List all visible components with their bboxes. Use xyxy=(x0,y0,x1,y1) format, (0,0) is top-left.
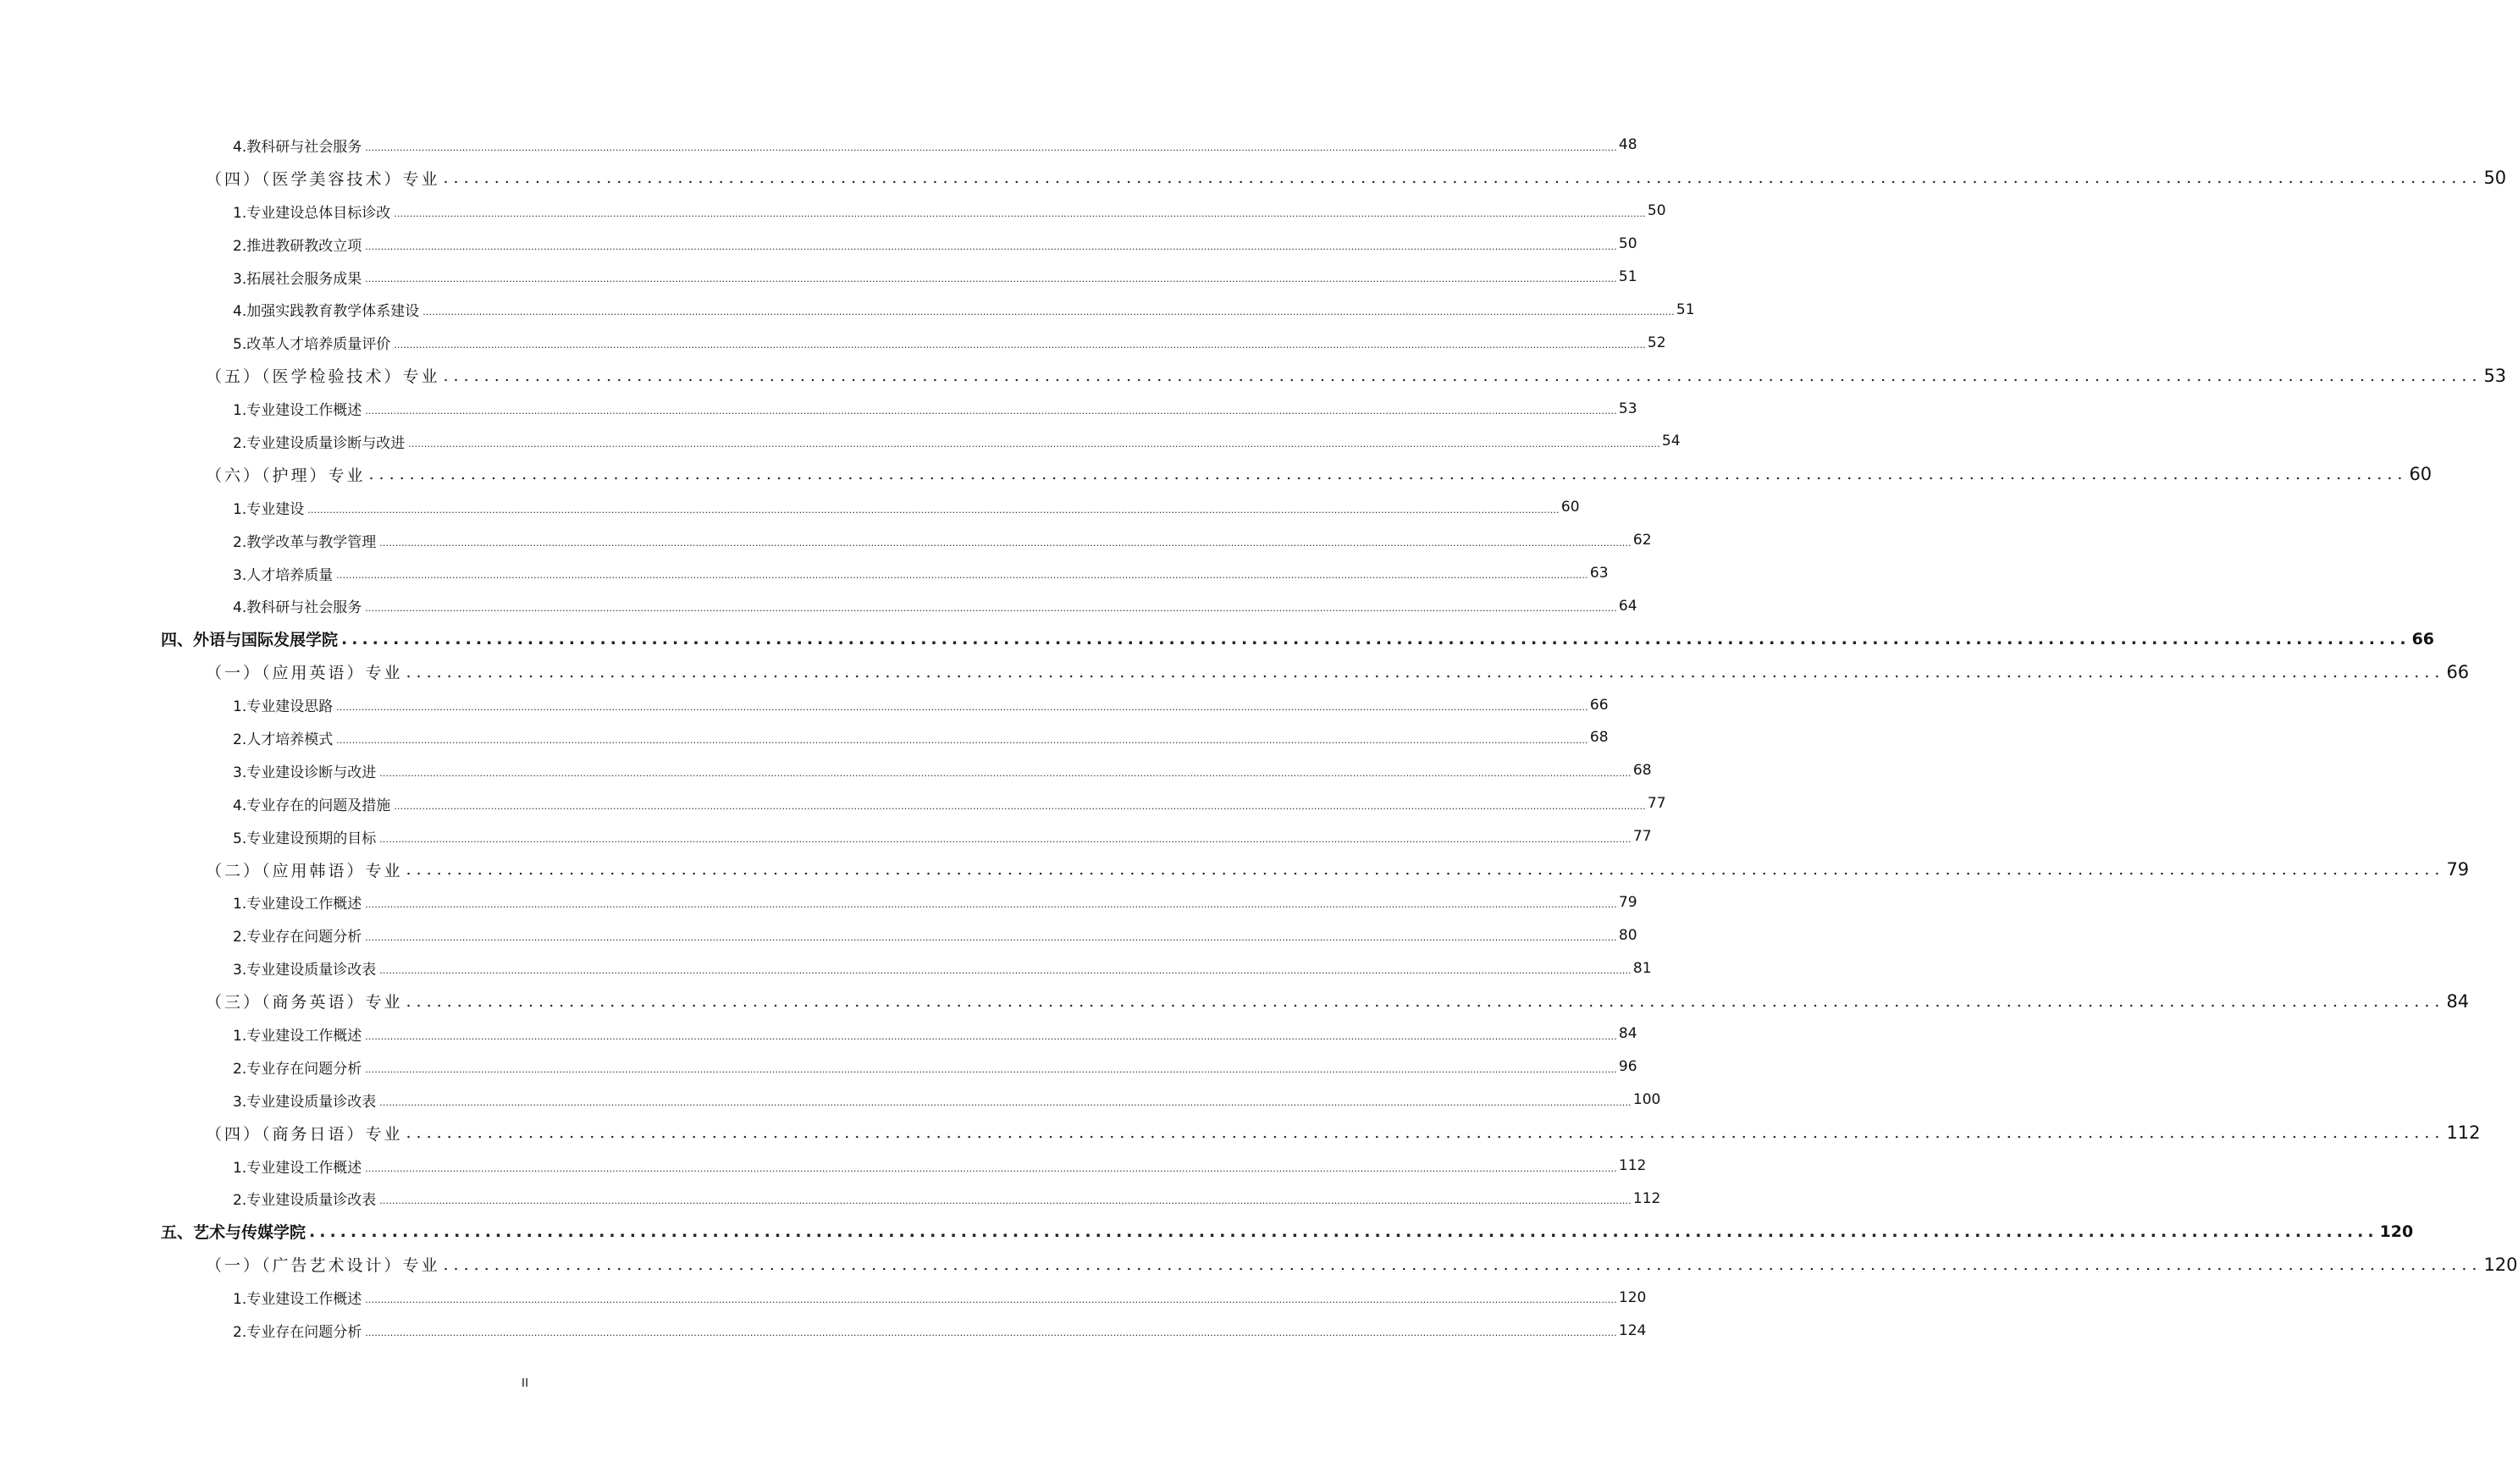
toc-entry-page-number: 50 xyxy=(2483,168,2507,189)
toc-entry-label: 1.专业建设总体目标诊改 xyxy=(233,204,391,222)
toc-entry-label: 2.专业建设质量诊断与改进 xyxy=(233,434,406,452)
toc-entry-label: 3.人才培养质量 xyxy=(233,566,334,584)
dot-leader: ................................................................................................................................................................................................................................................................................................................................................................................................................ xyxy=(365,141,1617,153)
toc-entry-page-number: 120 xyxy=(2379,1222,2414,1241)
toc-item[interactable] xyxy=(0,261,1637,294)
dot-leader: ................................................................................................................................................................................................................................................................................................................................................................................................................ xyxy=(365,1030,1617,1042)
toc-major-entry[interactable] xyxy=(0,1117,2481,1150)
toc-section-heading[interactable] xyxy=(0,1215,2414,1248)
dot-leader: ................................................................................................................................................................................................................................................................................................................................................................................................................ xyxy=(379,833,1632,845)
toc-entry-page-number: 96 xyxy=(1618,1058,1637,1076)
toc-major-entry[interactable] xyxy=(0,162,2507,195)
toc-entry-label: （二）（应用韩语）专业 xyxy=(206,861,403,880)
toc-item[interactable] xyxy=(0,787,1666,820)
toc-entry-page-number: 53 xyxy=(1618,400,1637,417)
dot-leader: ................................................................................................................................................................................................................................................................................................................................................................................................................ xyxy=(336,702,1588,714)
toc-major-entry[interactable] xyxy=(0,655,2470,688)
toc-entry-page-number: 48 xyxy=(1618,136,1637,154)
toc-entry-page-number: 63 xyxy=(1589,565,1609,582)
toc-entry-label: 2.专业建设质量诊改表 xyxy=(233,1192,377,1210)
toc-item[interactable] xyxy=(0,129,1637,162)
toc-entry-page-number: 120 xyxy=(1618,1288,1647,1306)
dot-leader: ........................................................................................................................................................................................................ xyxy=(406,662,2445,681)
toc-item[interactable] xyxy=(0,1018,1637,1051)
toc-entry-label: 2.专业存在问题分析 xyxy=(233,929,362,946)
toc-major-entry[interactable] xyxy=(0,359,2507,392)
toc-item[interactable] xyxy=(0,425,1681,458)
toc-major-entry[interactable] xyxy=(0,853,2470,886)
toc-item[interactable] xyxy=(0,293,1695,326)
toc-entry-label: 4.教科研与社会服务 xyxy=(233,138,362,156)
toc-entry-page-number: 124 xyxy=(1618,1321,1647,1339)
dot-leader: ........................................................................................................................................................................................................ xyxy=(368,465,2408,484)
toc-entry-page-number: 120 xyxy=(2483,1254,2518,1275)
toc-entry-label: 5.改革人才培养质量评价 xyxy=(233,336,391,354)
toc-entry-label: （五）（医学检验技术）专业 xyxy=(206,367,440,387)
toc-entry-label: 3.专业建设质量诊改表 xyxy=(233,1093,377,1111)
toc-entry-label: 2.人才培养模式 xyxy=(233,731,334,748)
dot-leader: ................................................................................................................................................................................................................................................................................................................................................................................................................ xyxy=(307,504,1560,516)
dot-leader: ................................................................................................................................................................................................................................................................................................................................................................................................................ xyxy=(365,1063,1617,1075)
toc-entry-label: （一）（应用英语）专业 xyxy=(206,664,403,683)
toc-item[interactable] xyxy=(0,589,1637,622)
toc-entry-page-number: 80 xyxy=(1618,926,1637,944)
toc-entry-page-number: 79 xyxy=(1618,893,1637,911)
dot-leader: ........................................................................................................................................................................................................ xyxy=(406,1123,2445,1143)
toc-item[interactable] xyxy=(0,820,1652,853)
toc-major-entry[interactable] xyxy=(0,458,2432,491)
dot-leader: ........................................................................................................................................................................................................ xyxy=(443,168,2482,188)
toc-entry-page-number: 60 xyxy=(1560,499,1580,516)
toc-entry-label: 4.专业存在的问题及措施 xyxy=(233,797,391,814)
dot-leader: ................................................................................................................................................................................................................................................................................................................................................................................................................ xyxy=(379,965,1632,977)
toc-entry-page-number: 54 xyxy=(1661,433,1681,450)
dot-leader: ................................................................................................................................................................................................................................................................................................................................................................................................................ xyxy=(379,1096,1632,1108)
toc-entry-label: （三）（商务英语）专业 xyxy=(206,993,403,1012)
toc-entry-page-number: 50 xyxy=(1618,235,1637,253)
toc-entry-label: 2.教学改革与教学管理 xyxy=(233,533,377,551)
dot-leader: ................................................................................................................................................................................................................................................................................................................................................................................................................ xyxy=(365,932,1617,944)
toc-item[interactable] xyxy=(0,557,1609,590)
toc-entry-page-number: 84 xyxy=(1618,1025,1637,1043)
toc-entry-label: 1.专业建设工作概述 xyxy=(233,1159,362,1177)
dot-leader: ................................................................................................................................................................................................................................................................................................................................................................................................................ xyxy=(365,1327,1617,1338)
toc-entry-page-number: 79 xyxy=(2446,859,2470,880)
dot-leader: ........................................................................................................................................................................................................ xyxy=(443,1255,2482,1274)
toc-entry-page-number: 81 xyxy=(1632,959,1652,977)
toc-major-entry[interactable] xyxy=(0,1248,2518,1281)
toc-entry-page-number: 77 xyxy=(1647,795,1666,813)
toc-item[interactable] xyxy=(0,1150,1647,1183)
dot-leader: ........................................................................................................................................................................................................ xyxy=(309,1222,2378,1241)
dot-leader: ................................................................................................................................................................................................................................................................................................................................................................................................................ xyxy=(394,800,1646,812)
dot-leader: ................................................................................................................................................................................................................................................................................................................................................................................................................ xyxy=(336,734,1588,746)
toc-section-heading[interactable] xyxy=(0,622,2435,655)
toc-entry-page-number: 68 xyxy=(1589,729,1609,747)
toc-item[interactable] xyxy=(0,392,1637,425)
toc-entry-page-number: 66 xyxy=(1589,696,1609,714)
dot-leader: ................................................................................................................................................................................................................................................................................................................................................................................................................ xyxy=(336,570,1588,582)
toc-entry-page-number: 51 xyxy=(1618,268,1637,285)
toc-entry-page-number: 64 xyxy=(1618,597,1637,615)
dot-leader: ................................................................................................................................................................................................................................................................................................................................................................................................................ xyxy=(408,438,1660,450)
toc-entry-label: 3.拓展社会服务成果 xyxy=(233,270,362,288)
dot-leader: ................................................................................................................................................................................................................................................................................................................................................................................................................ xyxy=(365,1294,1617,1306)
toc-item[interactable] xyxy=(0,885,1637,919)
toc-item[interactable] xyxy=(0,524,1652,557)
toc-entry-label: 1.专业建设工作概述 xyxy=(233,1027,362,1045)
toc-entry-page-number: 77 xyxy=(1632,828,1652,846)
toc-entry-label: 3.专业建设质量诊改表 xyxy=(233,962,377,979)
toc-major-entry[interactable] xyxy=(0,985,2470,1018)
toc-entry-page-number: 60 xyxy=(2409,464,2432,485)
toc-entry-label: 2.推进教研教改立项 xyxy=(233,237,362,255)
toc-entry-page-number: 112 xyxy=(2446,1123,2481,1144)
toc-entry-label: 1.专业建设工作概述 xyxy=(233,1291,362,1309)
dot-leader: ................................................................................................................................................................................................................................................................................................................................................................................................................ xyxy=(365,899,1617,911)
toc-entry-label: 3.专业建设诊断与改进 xyxy=(233,764,377,781)
toc-item[interactable] xyxy=(0,491,1580,524)
toc-item[interactable] xyxy=(0,952,1652,985)
toc-entry-label: 4.加强实践教育教学体系建设 xyxy=(233,303,420,321)
dot-leader: ................................................................................................................................................................................................................................................................................................................................................................................................................ xyxy=(379,537,1632,549)
toc-entry-page-number: 66 xyxy=(2446,661,2470,682)
toc-item[interactable] xyxy=(0,228,1637,261)
dot-leader: ........................................................................................................................................................................................................ xyxy=(406,860,2445,880)
toc-item[interactable] xyxy=(0,919,1637,952)
dot-leader: ................................................................................................................................................................................................................................................................................................................................................................................................................ xyxy=(422,306,1675,318)
dot-leader: ........................................................................................................................................................................................................ xyxy=(406,991,2445,1011)
dot-leader: ................................................................................................................................................................................................................................................................................................................................................................................................................ xyxy=(365,1162,1617,1174)
dot-leader: ................................................................................................................................................................................................................................................................................................................................................................................................................ xyxy=(365,273,1617,285)
dot-leader: ........................................................................................................................................................................................................ xyxy=(341,629,2410,648)
toc-entry-page-number: 66 xyxy=(2411,629,2435,648)
dot-leader: ........................................................................................................................................................................................................ xyxy=(443,366,2482,385)
toc-entry-page-number: 50 xyxy=(1647,202,1666,220)
toc-entry-label: （一）（广告艺术设计）专业 xyxy=(206,1256,440,1276)
toc-entry-label: 5.专业建设预期的目标 xyxy=(233,830,377,847)
toc-entry-label: （四）（医学美容技术）专业 xyxy=(206,169,440,189)
dot-leader: ................................................................................................................................................................................................................................................................................................................................................................................................................ xyxy=(379,767,1632,779)
toc-item[interactable] xyxy=(0,1281,1647,1314)
toc-entry-page-number: 62 xyxy=(1632,532,1652,549)
toc-item[interactable] xyxy=(0,1183,1661,1216)
toc-entry-label: 2.专业存在问题分析 xyxy=(233,1324,362,1341)
dot-leader: ................................................................................................................................................................................................................................................................................................................................................................................................................ xyxy=(365,603,1617,615)
toc-item[interactable] xyxy=(0,721,1609,754)
dot-leader: ................................................................................................................................................................................................................................................................................................................................................................................................................ xyxy=(394,339,1646,351)
toc-entry-page-number: 68 xyxy=(1632,762,1652,780)
toc-entry-label: 五、艺术与传媒学院 xyxy=(161,1223,306,1243)
page-number: II xyxy=(521,1376,529,1390)
toc-entry-label: 四、外语与国际发展学院 xyxy=(161,631,339,650)
toc-item[interactable] xyxy=(0,1314,1647,1347)
toc-item[interactable] xyxy=(0,1084,1661,1117)
toc-entry-page-number: 112 xyxy=(1618,1157,1647,1175)
toc-item[interactable] xyxy=(0,754,1652,787)
toc-item[interactable] xyxy=(0,326,1666,359)
toc-entry-page-number: 100 xyxy=(1632,1091,1661,1109)
toc-entry-page-number: 84 xyxy=(2446,990,2470,1012)
toc-entry-page-number: 53 xyxy=(2483,365,2507,386)
dot-leader: ................................................................................................................................................................................................................................................................................................................................................................................................................ xyxy=(379,1195,1632,1207)
dot-leader: ................................................................................................................................................................................................................................................................................................................................................................................................................ xyxy=(365,405,1617,417)
toc-item[interactable] xyxy=(0,688,1609,721)
toc-entry-page-number: 51 xyxy=(1676,301,1695,318)
toc-entry-label: 1.专业建设 xyxy=(233,500,305,518)
toc-item[interactable] xyxy=(0,1051,1637,1084)
dot-leader: ................................................................................................................................................................................................................................................................................................................................................................................................................ xyxy=(394,207,1646,219)
toc-entry-label: （六）（护理）专业 xyxy=(206,466,366,485)
toc-entry-page-number: 52 xyxy=(1647,334,1666,351)
toc-entry-label: 4.教科研与社会服务 xyxy=(233,599,362,617)
toc-entry-label: 1.专业建设工作概述 xyxy=(233,896,362,913)
toc-entry-label: （四）（商务日语）专业 xyxy=(206,1124,403,1144)
toc-item[interactable] xyxy=(0,195,1666,228)
toc-entry-label: 1.专业建设思路 xyxy=(233,698,334,716)
toc-entry-page-number: 112 xyxy=(1632,1189,1661,1207)
toc-entry-label: 2.专业存在问题分析 xyxy=(233,1060,362,1078)
dot-leader: ................................................................................................................................................................................................................................................................................................................................................................................................................ xyxy=(365,240,1617,252)
toc-entry-label: 1.专业建设工作概述 xyxy=(233,402,362,420)
table-of-contents xyxy=(0,129,2518,1347)
